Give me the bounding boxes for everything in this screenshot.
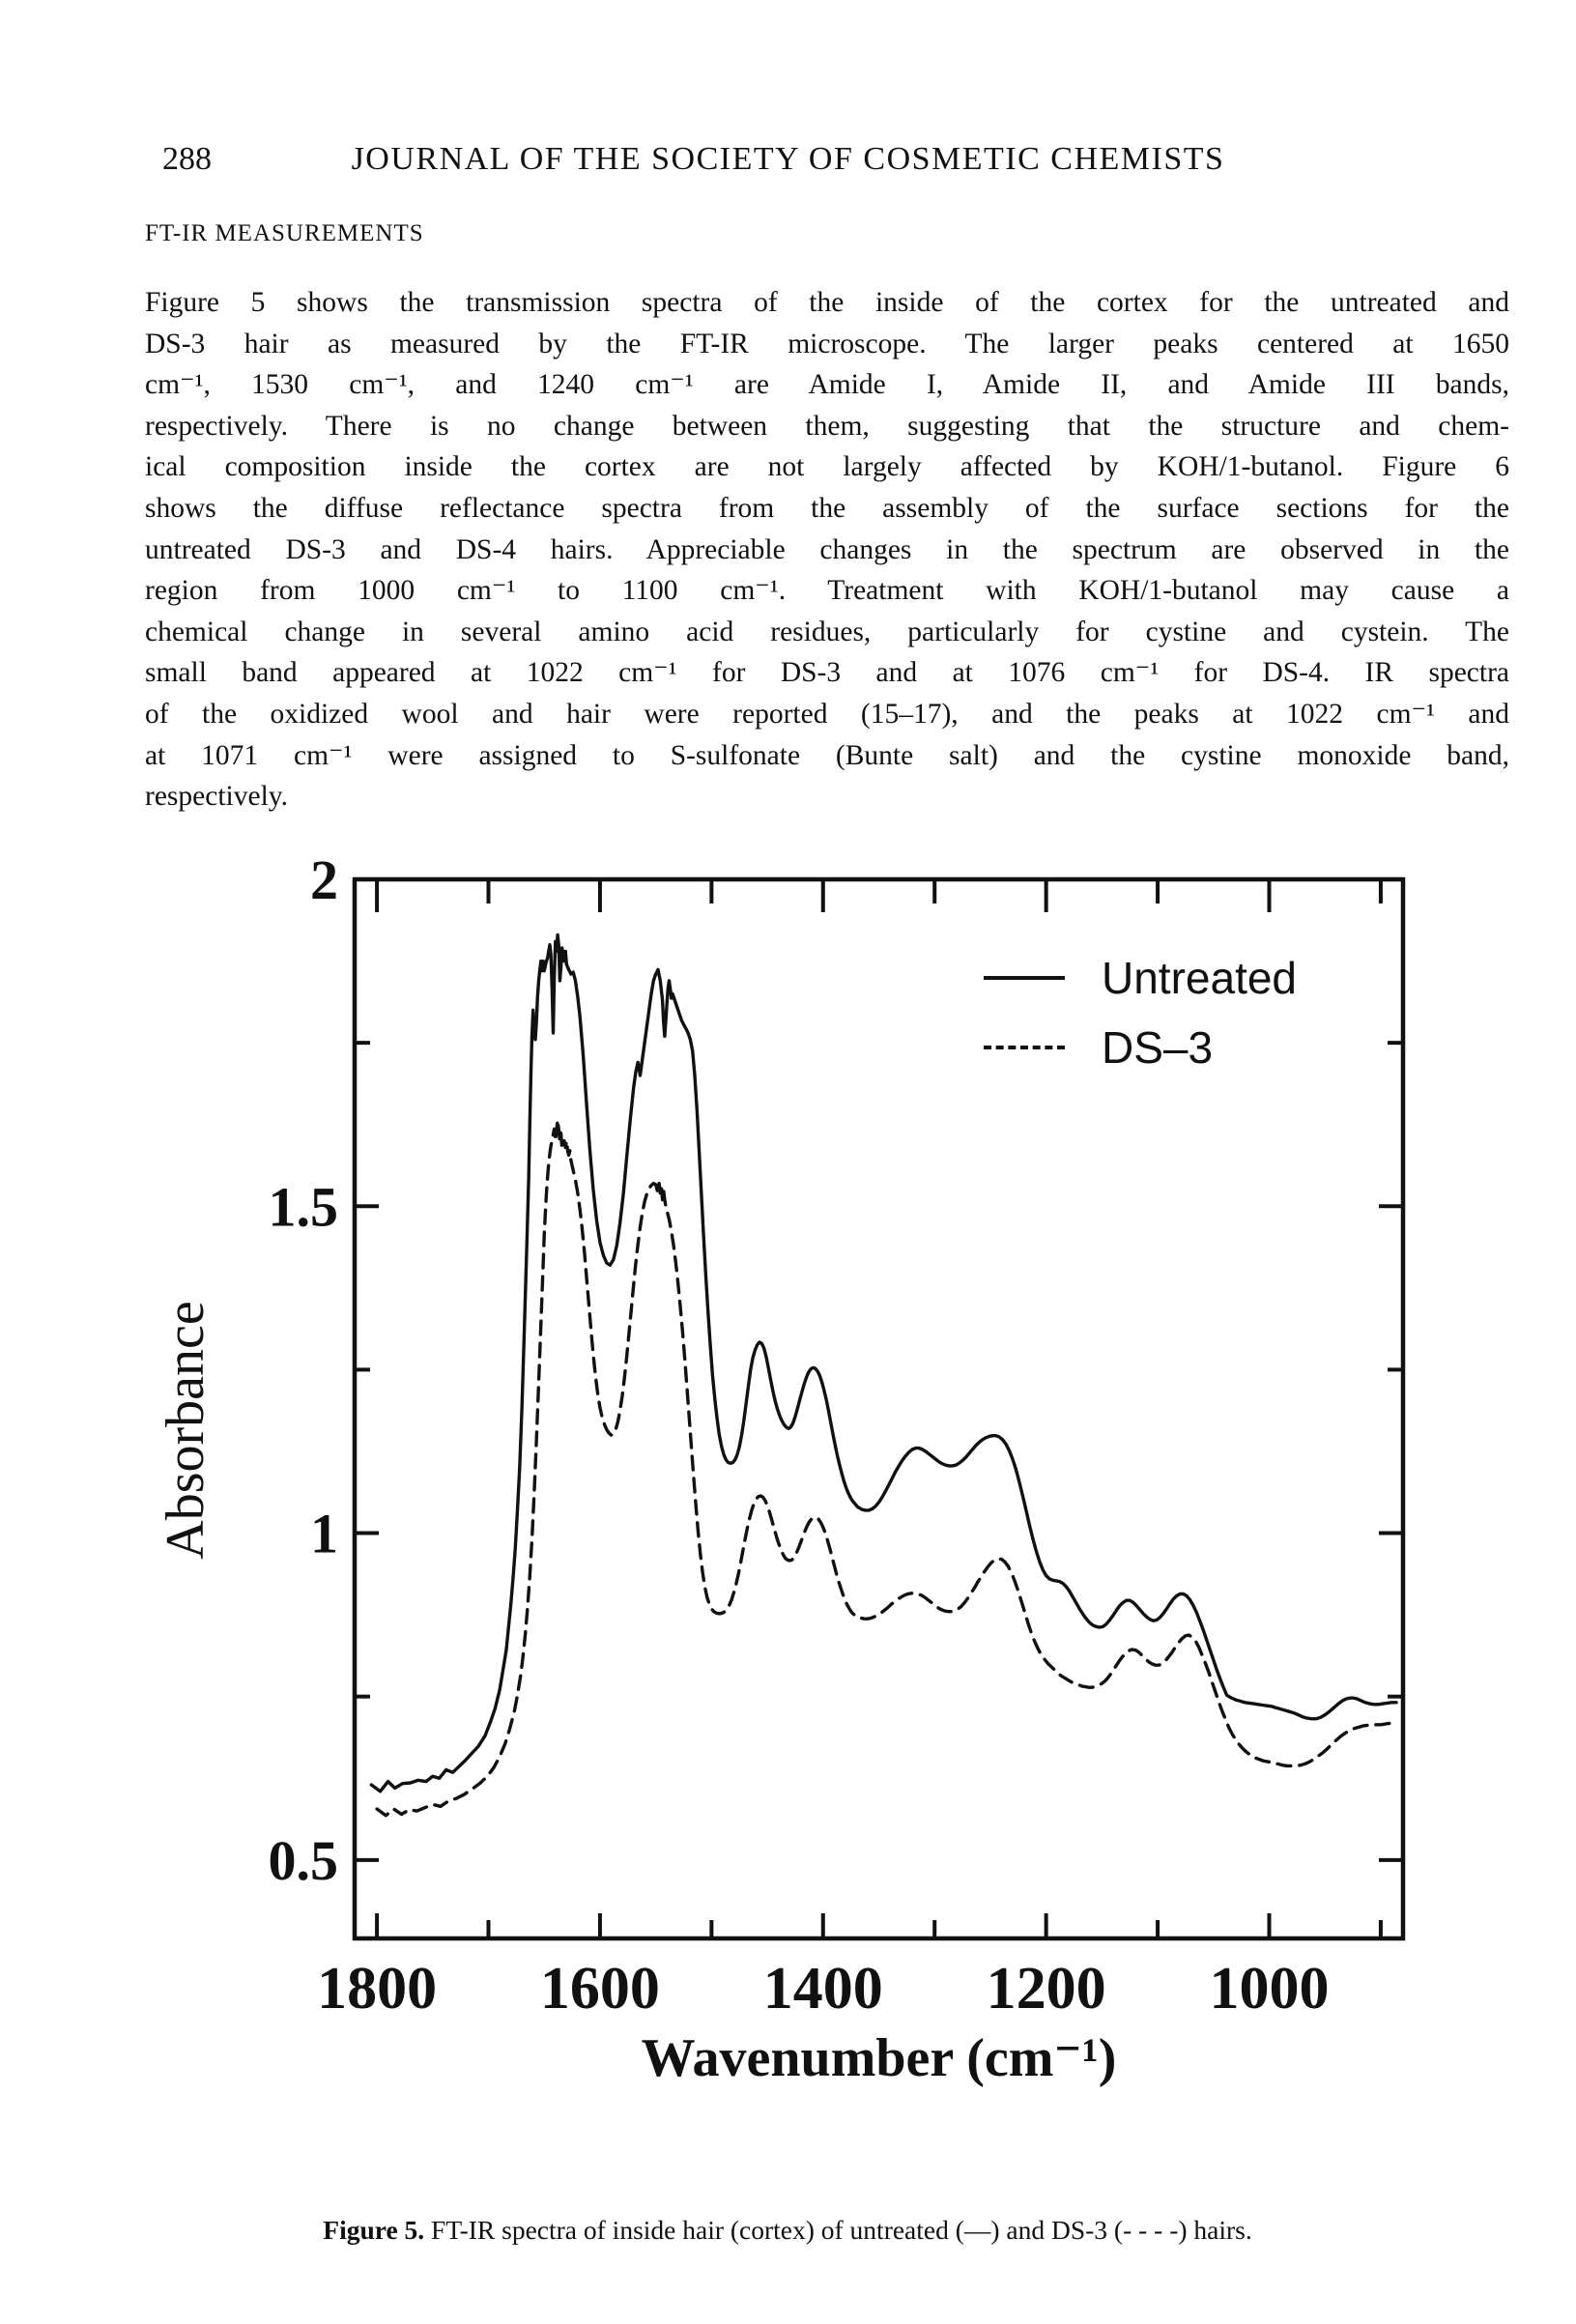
y-tick-label: 0.5: [268, 1828, 338, 1892]
chart-legend: [984, 953, 1297, 1092]
legend-label: DS–3: [1102, 1022, 1214, 1073]
caption-text: FT-IR spectra of inside hair (cortex) of untreated (—) and DS-3 (- - - -) hairs.: [424, 2215, 1252, 2245]
x-tick-label: 1400: [762, 1956, 883, 2022]
paragraph-line: region from 1000 cm⁻¹ to 1100 cm⁻¹. Treatment with KOH/1-butanol may cause a: [145, 575, 1509, 607]
paragraph-line: respectively.: [145, 781, 288, 813]
paragraph-line: untreated DS-3 and DS-4 hairs. Appreciable changes in the spectrum are observed in the: [145, 533, 1509, 565]
x-axis-label: Wavenumber (cm⁻¹): [641, 2028, 1117, 2088]
paragraph-line: at 1071 cm⁻¹ were assigned to S-sulfonate (Bunte salt) and the cystine monoxide band,: [145, 739, 1509, 771]
legend-item-untreated: [984, 953, 1297, 1003]
caption-prefix: Figure 5.: [323, 2215, 425, 2245]
journal-title: JOURNAL OF THE SOCIETY OF COSMETIC CHEMISTS: [351, 141, 1225, 177]
dashed-line-swatch-icon: [984, 1046, 1065, 1049]
paragraph-line: respectively. There is no change between them, suggesting that the structure and chem-: [145, 410, 1509, 442]
y-tick-label: 1: [310, 1502, 338, 1565]
section-heading: FT-IR MEASUREMENTS: [145, 220, 424, 246]
solid-line-swatch-icon: [984, 976, 1065, 980]
paragraph-line: cm⁻¹, 1530 cm⁻¹, and 1240 cm⁻¹ are Amide I, Amide II, and Amide III bands,: [145, 369, 1509, 401]
y-tick-label: 1.5: [268, 1175, 338, 1239]
paragraph-line: chemical change in several amino acid residues, particularly for cystine and cystein. The: [145, 616, 1509, 647]
x-tick-label: 1800: [317, 1956, 438, 2022]
paragraph-line: shows the diffuse reflectance spectra from the assembly of the surface sections for the: [145, 492, 1509, 524]
x-tick-label: 1600: [539, 1956, 660, 2022]
paragraph-line: small band appeared at 1022 cm⁻¹ for DS-3 and at 1076 cm⁻¹ for DS-4. IR spectra: [145, 657, 1509, 689]
paragraph-line: DS-3 hair as measured by the FT-IR microscope. The larger peaks centered at 1650: [145, 328, 1509, 359]
x-tick-label: 1000: [1209, 1956, 1330, 2022]
spectrum-ds-3: [377, 1120, 1394, 1816]
y-axis-label: Absorbance: [156, 1301, 215, 1560]
page-number: 288: [162, 141, 212, 177]
legend-item-ds3: [984, 1022, 1297, 1073]
paragraph-line: Figure 5 shows the transmission spectra of the inside of the cortex for the untreated and: [145, 287, 1509, 318]
paragraph-line: of the oxidized wool and hair were reported (15–17), and the peaks at 1022 cm⁻¹ and: [145, 698, 1509, 730]
figure-caption: [145, 2215, 1430, 2246]
paragraph-line: ical composition inside the cortex are not largely affected by KOH/1-butanol. Figure 6: [145, 451, 1509, 483]
y-tick-label: 2: [310, 848, 338, 911]
x-tick-label: 1200: [986, 1956, 1106, 2022]
legend-label: Untreated: [1102, 953, 1298, 1003]
